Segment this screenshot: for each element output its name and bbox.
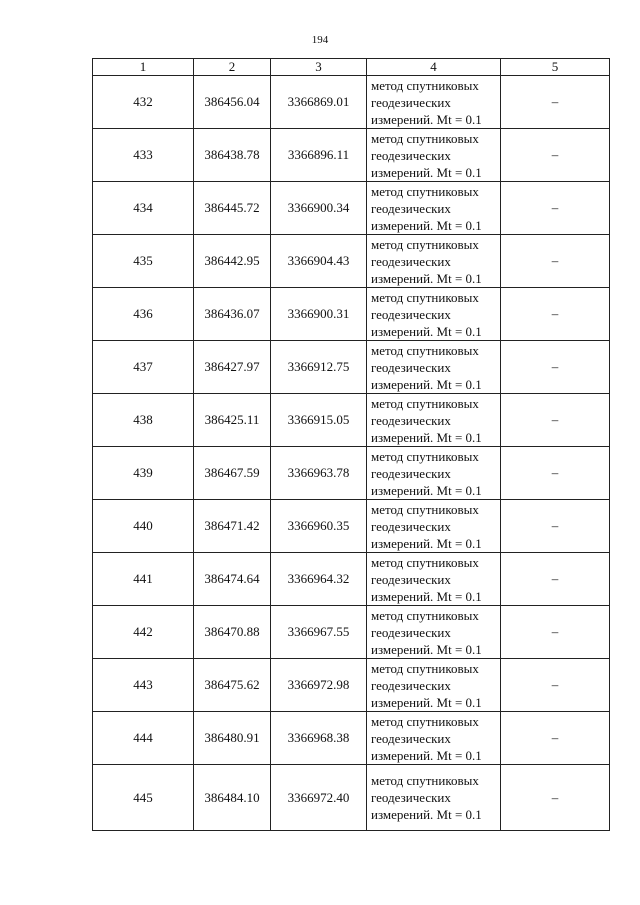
y-coordinate-cell: 3366896.11: [271, 129, 367, 182]
table-row: [93, 394, 610, 447]
point-number-cell: 442: [93, 606, 194, 659]
x-coordinate-cell: 386436.07: [194, 288, 271, 341]
point-number-cell: 435: [93, 235, 194, 288]
note-cell: –: [501, 394, 610, 447]
method-line: геодезических: [371, 790, 451, 805]
point-number-cell: 439: [93, 447, 194, 500]
method-line: измерений. Mt = 0.1: [371, 482, 482, 498]
method-cell: [367, 182, 501, 235]
method-line: измерений. Mt = 0.1: [371, 164, 482, 180]
method-cell: [367, 765, 501, 831]
x-coordinate-cell: 386470.88: [194, 606, 271, 659]
y-coordinate-cell: 3366972.40: [271, 765, 367, 831]
method-line: геодезических: [371, 200, 451, 216]
y-coordinate-cell: 3366900.34: [271, 182, 367, 235]
note-cell: –: [501, 341, 610, 394]
method-cell: [367, 553, 501, 606]
point-number-cell: 441: [93, 553, 194, 606]
note-cell: –: [501, 235, 610, 288]
x-coordinate-cell: 386480.91: [194, 712, 271, 765]
point-number-cell: 437: [93, 341, 194, 394]
method-line: метод спутниковых: [371, 289, 479, 305]
method-cell: [367, 76, 501, 129]
method-line: метод спутниковых: [371, 607, 479, 623]
table-row: [93, 288, 610, 341]
note-cell: –: [501, 606, 610, 659]
method-line: геодезических: [371, 571, 451, 587]
point-number-cell: 438: [93, 394, 194, 447]
note-cell: –: [501, 553, 610, 606]
method-cell: [367, 341, 501, 394]
table-row: [93, 341, 610, 394]
point-number-cell: 432: [93, 76, 194, 129]
method-cell: [367, 288, 501, 341]
y-coordinate-cell: 3366900.31: [271, 288, 367, 341]
method-cell: [367, 394, 501, 447]
table-row: [93, 659, 610, 712]
method-line: метод спутниковых: [371, 77, 479, 93]
method-line: геодезических: [371, 253, 451, 269]
method-line: измерений. Mt = 0.1: [371, 323, 482, 339]
y-coordinate-cell: 3366964.32: [271, 553, 367, 606]
method-line: измерений. Mt = 0.1: [371, 641, 482, 657]
method-line: геодезических: [371, 412, 451, 428]
method-cell: [367, 659, 501, 712]
column-header-2: 2: [194, 59, 271, 76]
y-coordinate-cell: 3366963.78: [271, 447, 367, 500]
method-line: измерений. Mt = 0.1: [371, 270, 482, 286]
coordinates-table: [92, 58, 610, 831]
method-line: измерений. Mt = 0.1: [371, 429, 482, 445]
method-line: геодезических: [371, 730, 451, 746]
point-number-cell: 445: [93, 765, 194, 831]
method-line: геодезических: [371, 677, 451, 693]
x-coordinate-cell: 386474.64: [194, 553, 271, 606]
x-coordinate-cell: 386442.95: [194, 235, 271, 288]
method-line: геодезических: [371, 147, 451, 163]
point-number-cell: 440: [93, 500, 194, 553]
method-line: метод спутниковых: [371, 554, 479, 570]
note-cell: –: [501, 129, 610, 182]
point-number-cell: 433: [93, 129, 194, 182]
point-number-cell: 443: [93, 659, 194, 712]
method-line: измерений. Mt = 0.1: [371, 111, 482, 127]
note-cell: –: [501, 182, 610, 235]
y-coordinate-cell: 3366912.75: [271, 341, 367, 394]
method-line: метод спутниковых: [371, 130, 479, 146]
column-header-1: 1: [93, 59, 194, 76]
y-coordinate-cell: 3366972.98: [271, 659, 367, 712]
table-row: [93, 765, 610, 831]
method-cell: [367, 235, 501, 288]
method-line: геодезических: [371, 306, 451, 322]
table-row: [93, 712, 610, 765]
method-cell: [367, 129, 501, 182]
y-coordinate-cell: 3366968.38: [271, 712, 367, 765]
column-header-5: 5: [501, 59, 610, 76]
note-cell: –: [501, 712, 610, 765]
method-line: метод спутниковых: [371, 773, 479, 788]
table-row: [93, 182, 610, 235]
method-line: геодезических: [371, 624, 451, 640]
note-cell: –: [501, 447, 610, 500]
point-number-cell: 436: [93, 288, 194, 341]
method-line: метод спутниковых: [371, 342, 479, 358]
table-row: [93, 235, 610, 288]
method-line: измерений. Mt = 0.1: [371, 807, 482, 822]
note-cell: –: [501, 76, 610, 129]
method-line: метод спутниковых: [371, 236, 479, 252]
x-coordinate-cell: 386427.97: [194, 341, 271, 394]
table-row: [93, 553, 610, 606]
method-cell: [367, 712, 501, 765]
page-number: 194: [311, 34, 329, 46]
x-coordinate-cell: 386475.62: [194, 659, 271, 712]
method-line: геодезических: [371, 94, 451, 110]
column-header-4: 4: [367, 59, 501, 76]
method-line: метод спутниковых: [371, 395, 479, 411]
method-line: метод спутниковых: [371, 713, 479, 729]
table-header-row: [93, 59, 610, 76]
method-line: геодезических: [371, 518, 451, 534]
point-number-cell: 434: [93, 182, 194, 235]
method-line: геодезических: [371, 359, 451, 375]
x-coordinate-cell: 386456.04: [194, 76, 271, 129]
x-coordinate-cell: 386467.59: [194, 447, 271, 500]
note-cell: –: [501, 288, 610, 341]
method-line: измерений. Mt = 0.1: [371, 694, 482, 710]
method-line: метод спутниковых: [371, 660, 479, 676]
point-number-cell: 444: [93, 712, 194, 765]
method-cell: [367, 606, 501, 659]
y-coordinate-cell: 3366869.01: [271, 76, 367, 129]
table-row: [93, 129, 610, 182]
method-line: измерений. Mt = 0.1: [371, 376, 482, 392]
y-coordinate-cell: 3366967.55: [271, 606, 367, 659]
table-row: [93, 76, 610, 129]
x-coordinate-cell: 386438.78: [194, 129, 271, 182]
note-cell: –: [501, 659, 610, 712]
y-coordinate-cell: 3366960.35: [271, 500, 367, 553]
x-coordinate-cell: 386471.42: [194, 500, 271, 553]
table-row: [93, 606, 610, 659]
method-cell: [367, 500, 501, 553]
y-coordinate-cell: 3366904.43: [271, 235, 367, 288]
note-cell: –: [501, 765, 610, 831]
table-body: [93, 76, 610, 831]
method-line: измерений. Mt = 0.1: [371, 588, 482, 604]
method-line: метод спутниковых: [371, 183, 479, 199]
y-coordinate-cell: 3366915.05: [271, 394, 367, 447]
method-line: измерений. Mt = 0.1: [371, 747, 482, 763]
method-line: измерений. Mt = 0.1: [371, 535, 482, 551]
x-coordinate-cell: 386445.72: [194, 182, 271, 235]
x-coordinate-cell: 386425.11: [194, 394, 271, 447]
column-header-3: 3: [271, 59, 367, 76]
note-cell: –: [501, 500, 610, 553]
x-coordinate-cell: 386484.10: [194, 765, 271, 831]
method-line: геодезических: [371, 465, 451, 481]
method-line: измерений. Mt = 0.1: [371, 217, 482, 233]
method-line: метод спутниковых: [371, 448, 479, 464]
method-line: метод спутниковых: [371, 501, 479, 517]
table-row: [93, 500, 610, 553]
method-cell: [367, 447, 501, 500]
table-row: [93, 447, 610, 500]
